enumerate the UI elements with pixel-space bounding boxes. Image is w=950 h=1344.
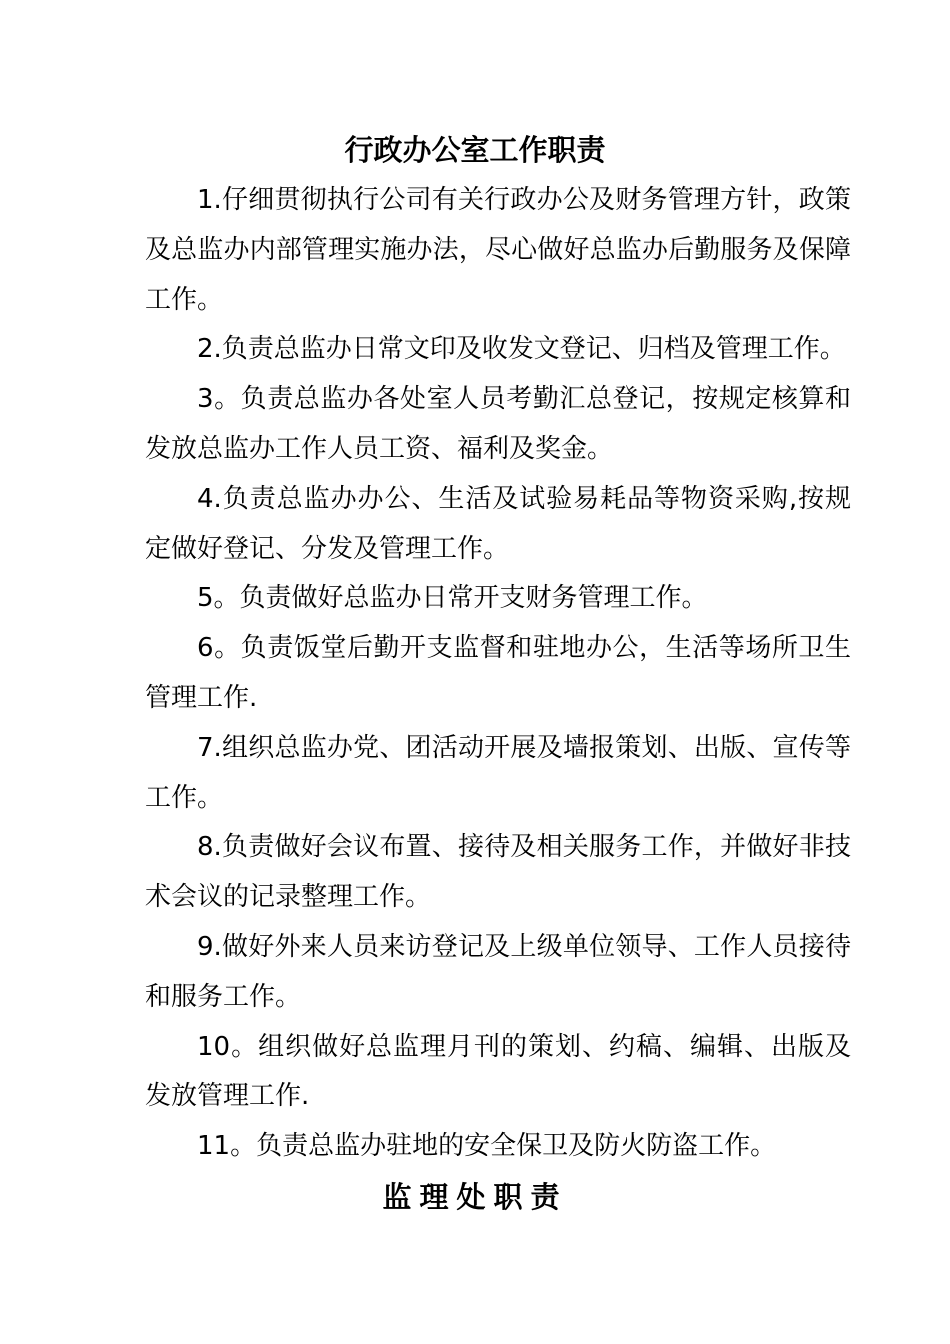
duty-item-11: 11。负责总监办驻地的安全保卫及防火防盗工作。 xyxy=(197,1131,777,1162)
duty-item-9: 9.做好外来人员来访登记及上级单位领导、工作人员接待和服务工作。 xyxy=(145,931,851,1012)
duty-list xyxy=(145,176,851,1172)
duty-item-2: 2.负责总监办日常文印及收发文登记、归档及管理工作。 xyxy=(197,334,846,365)
duty-item-3: 3。负责总监办各处室人员考勤汇总登记，按规定核算和发放总监办工作人员工资、福利及奖金。 xyxy=(145,384,851,464)
duty-item-5: 5。负责做好总监办日常开支财务管理工作。 xyxy=(197,583,708,614)
duty-item-4: 4.负责总监办办公、生活及试验易耗品等物资采购,按规定做好登记、分发及管理工作。 xyxy=(145,483,851,564)
duty-item-7: 7.组织总监办党、团活动开展及墙报策划、出版、宣传等工作。 xyxy=(145,732,851,813)
duty-item-10: 10。组织做好总监理月刊的策划、约稿、编辑、出版及发放管理工作. xyxy=(145,1031,851,1112)
section-title: 监理处职责 xyxy=(382,1180,568,1214)
duty-item-8: 8.负责做好会议布置、接待及相关服务工作，并做好非技术会议的记录整理工作。 xyxy=(145,832,851,913)
duty-item-6: 6。负责饭堂后勤开支监督和驻地办公，生活等场所卫生管理工作. xyxy=(145,633,851,713)
duty-item-1: 1.仔细贯彻执行公司有关行政办公及财务管理方针，政策及总监办内部管理实施办法，尽心做好总监办后勤服务及保障工作。 xyxy=(145,185,851,315)
document-title: 行政办公室工作职责 xyxy=(344,133,606,167)
